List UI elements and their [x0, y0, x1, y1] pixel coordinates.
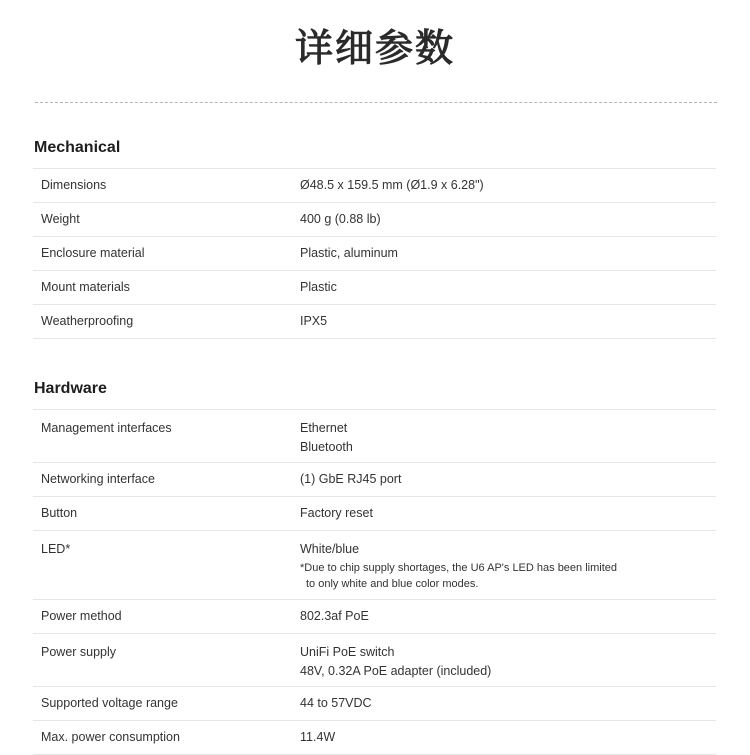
spec-row-networking-interface	[33, 463, 716, 497]
spec-row-management-interfaces	[33, 410, 716, 463]
spec-row-dimensions	[33, 169, 716, 203]
spec-label: Dimensions	[41, 178, 107, 192]
value-line: Ethernet	[300, 421, 348, 435]
spec-value	[300, 643, 716, 686]
spec-value: 11.4W	[300, 730, 336, 744]
spec-label: Supported voltage range	[41, 696, 178, 710]
spec-label: Management interfaces	[41, 421, 172, 435]
value-line: UniFi PoE switch	[300, 645, 395, 659]
spec-row-power-method	[33, 600, 716, 634]
spec-row-mount-materials	[33, 271, 716, 305]
led-footnote	[300, 560, 716, 592]
spec-value: Ø48.5 x 159.5 mm (Ø1.9 x 6.28")	[300, 178, 484, 192]
spec-label: Power method	[41, 609, 122, 623]
section-heading-mechanical: Mechanical	[34, 139, 121, 156]
spec-label: Max. power consumption	[41, 730, 180, 744]
spec-row-button	[33, 497, 716, 531]
spec-row-led	[33, 531, 716, 600]
spec-value: IPX5	[300, 314, 328, 328]
section-heading-hardware: Hardware	[34, 380, 107, 397]
spec-value: 44 to 57VDC	[300, 696, 372, 710]
value-line: 48V, 0.32A PoE adapter (included)	[300, 664, 492, 678]
page-title: 详细参数	[294, 26, 455, 70]
spec-row-power-supply	[33, 634, 716, 687]
spec-table-hardware	[33, 409, 716, 755]
spec-label: Enclosure material	[41, 246, 145, 260]
spec-value	[300, 540, 716, 599]
spec-row-enclosure-material	[33, 237, 716, 271]
spec-row-max-power-consumption	[33, 721, 716, 755]
value-line: Bluetooth	[300, 440, 353, 454]
spec-value: Plastic	[300, 280, 337, 294]
spec-label: Power supply	[41, 645, 117, 659]
spec-value: 802.3af PoE	[300, 609, 369, 623]
spec-row-weatherproofing	[33, 305, 716, 339]
spec-label: Button	[41, 506, 78, 520]
spec-label: Weatherproofing	[41, 314, 134, 328]
spec-row-weight	[33, 203, 716, 237]
spec-row-supported-voltage-range	[33, 687, 716, 721]
footnote-line: to only white and blue color modes.	[306, 578, 479, 590]
value-line: White/blue	[300, 542, 360, 556]
dashed-divider	[35, 102, 717, 103]
spec-value: 400 g (0.88 lb)	[300, 212, 381, 226]
spec-table-mechanical	[33, 168, 716, 339]
spec-label: LED*	[41, 542, 71, 556]
spec-value	[300, 419, 716, 462]
spec-value: Plastic, aluminum	[300, 246, 398, 260]
spec-label: Weight	[41, 212, 80, 226]
footnote-line: *Due to chip supply shortages, the U6 AP's LED has been limited	[300, 562, 618, 574]
spec-value: (1) GbE RJ45 port	[300, 472, 402, 486]
spec-label: Mount materials	[41, 280, 130, 294]
spec-label: Networking interface	[41, 472, 155, 486]
spec-value: Factory reset	[300, 506, 373, 520]
